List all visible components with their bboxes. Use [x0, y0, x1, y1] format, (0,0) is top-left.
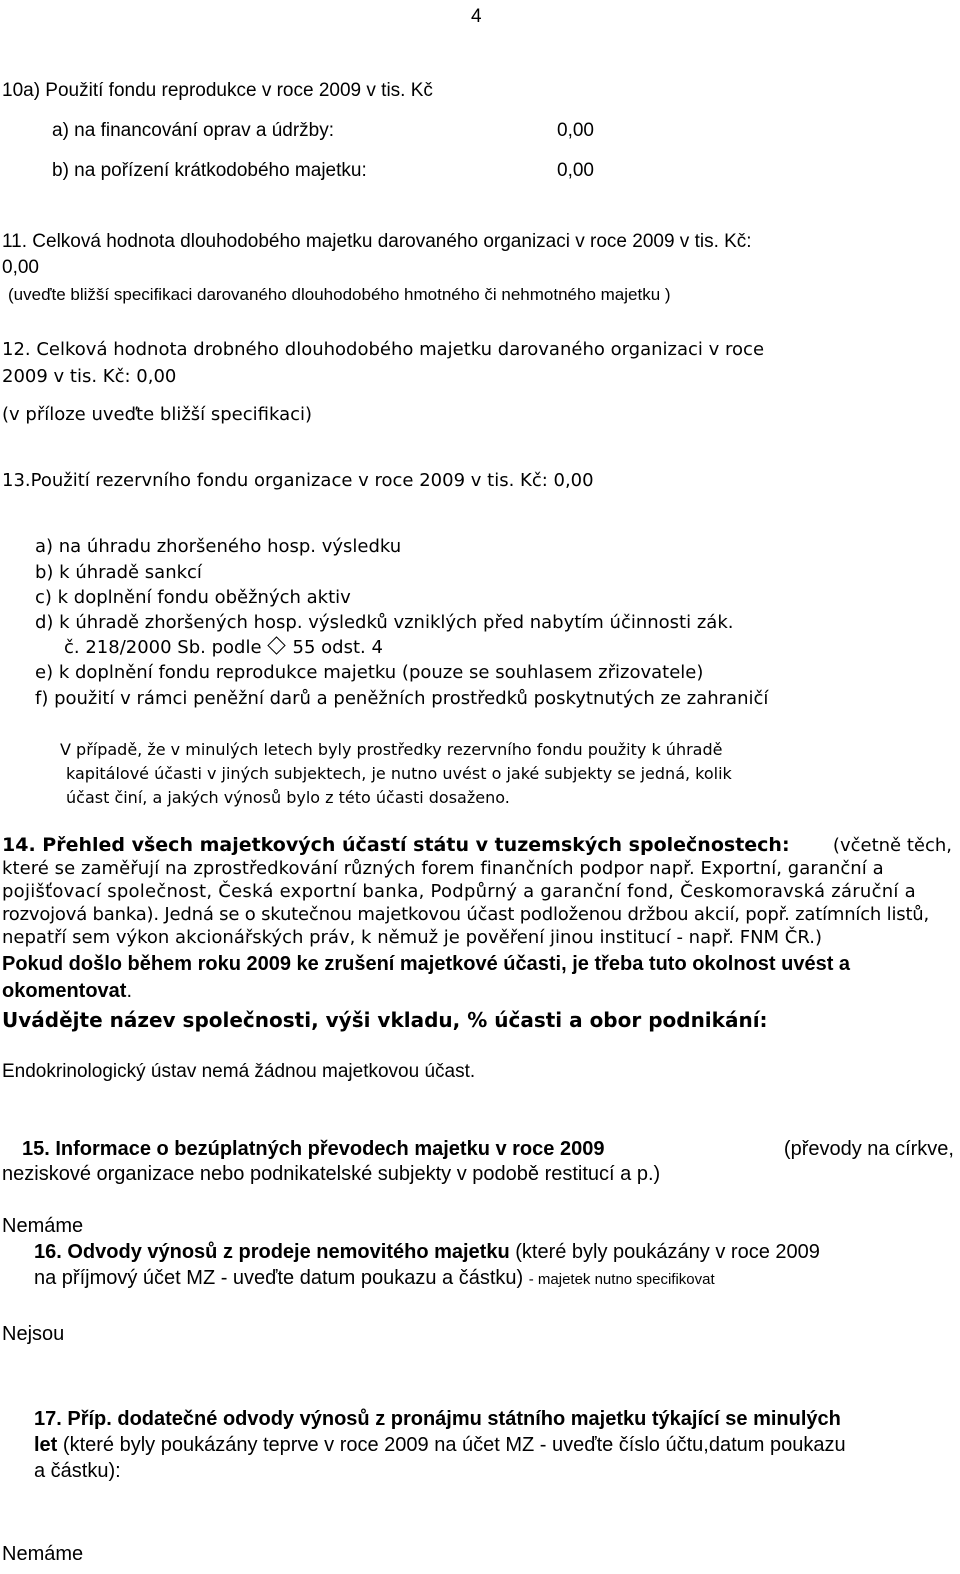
- section-13-item-e: e) k doplnění fondu reprodukce majetku (pouze se souhlasem zřizovatele): [35, 662, 704, 683]
- section-11-heading: 11. Celková hodnota dlouhodobého majetku darovaného organizaci v roce 2009 v tis. Kč:: [2, 231, 752, 252]
- section-13-item-d-line2: [64, 637, 383, 658]
- section-16-line2-small: - majetek nutno specifikovat: [528, 1271, 715, 1288]
- section-17-line3: a částku):: [34, 1460, 121, 1482]
- section-17-heading-line2: let: [34, 1434, 58, 1456]
- section-15-heading: 15. Informace o bezúplatných převodech majetku v roce 2009: [22, 1138, 605, 1160]
- section-14-warning-line1: Pokud došlo během roku 2009 ke zrušení majetkové účasti, je třeba tuto okolnost uvést a: [2, 953, 851, 975]
- section-14-warning-line2: [2, 980, 132, 1003]
- section-13-note-line2: kapitálové účasti v jiných subjektech, je nutno uvést o jaké subjekty se jedná, kolik: [66, 764, 732, 783]
- section-13-item-c: c) k doplnění fondu oběžných aktiv: [35, 587, 351, 608]
- section-13-item-d-line1: d) k úhradě zhoršených hosp. výsledků vzniklých před nabytím účinnosti zák.: [35, 612, 734, 633]
- section-15-line1: [22, 1138, 954, 1161]
- section-13-item-f: f) použití v rámci peněžní darů a peněžních prostředků poskytnutých ze zahraničí: [35, 688, 769, 709]
- section-14-line1: [2, 834, 952, 857]
- section-13-item-d-paragraph: 55 odst. 4: [292, 637, 383, 658]
- section-17-line2-rest: (které byly poukázány teprve v roce 2009 na účet MZ - uveďte číslo účtu,datum poukazu: [62, 1434, 846, 1456]
- section-14-warning-word: okomentovat: [2, 980, 127, 1002]
- section-13-item-b: b) k úhradě sankcí: [35, 562, 202, 583]
- section-14-warning-period: .: [126, 980, 133, 1002]
- section-10a-item-b-value: 0,00: [557, 160, 594, 181]
- section-14-line3: pojišťovací společnost, Česká exportní banka, Podpůrný a garanční fond, Českomoravská záruční a: [2, 881, 916, 902]
- section-15-answer: Nemáme: [2, 1215, 84, 1237]
- section-14-heading: 14. Přehled všech majetkových účastí státu v tuzemských společnostech:: [2, 834, 790, 856]
- section-13-note-line3: účast činí, a jakých výnosů bylo z této účasti dosaženo.: [66, 788, 510, 807]
- section-12-heading-line1: 12. Celková hodnota drobného dlouhodobého majetku darovaného organizaci v roce: [2, 339, 765, 360]
- section-14-line5: nepatří sem výkon akcionářských práv, k němuž je pověření jinou institucí - např. FNM ČR.): [2, 927, 822, 948]
- section-16-line1-rest: (které byly poukázány v roce 2009: [515, 1241, 820, 1263]
- section-16-line2-text: na příjmový účet MZ - uveďte datum poukazu a částku): [34, 1267, 524, 1289]
- section-16-line1: [34, 1241, 820, 1264]
- section-10a-item-a-label: a) na financování oprav a údržby:: [52, 120, 335, 141]
- section-14-line4: rozvojová banka). Jedná se o skutečnou majetkovou účast podloženou držbou akcií, popř. zatímních listů,: [2, 904, 930, 925]
- section-11-note: (uveďte bližší specifikaci darovaného dlouhodobého hmotného či nehmotného majetku ): [8, 285, 671, 304]
- section-11-value: 0,00: [2, 257, 39, 278]
- section-14-instruction: Uvádějte název společnosti, výši vkladu, % účasti a obor podnikání:: [2, 1008, 768, 1032]
- section-12-heading-line2: 2009 v tis. Kč: 0,00: [2, 366, 177, 387]
- section-14-line2: které se zaměřují na zprostředkování různých forem finančních podpor např. Exportní, garanční a: [2, 858, 884, 879]
- section-10a-item-a-value: 0,00: [557, 120, 594, 141]
- section-17-line2: [34, 1434, 846, 1457]
- section-15-line1-rest: (převody na církve,: [783, 1138, 954, 1160]
- section-16-heading: 16. Odvody výnosů z prodeje nemovitého majetku: [34, 1241, 510, 1263]
- section-13-heading: 13.Použití rezervního fondu organizace v roce 2009 v tis. Kč: 0,00: [2, 470, 594, 491]
- section-15-line2: neziskové organizace nebo podnikatelské subjekty v podobě restitucí a p.): [2, 1163, 661, 1185]
- section-13-note-line1: V případě, že v minulých letech byly prostředky rezervního fondu použity k úhradě: [60, 740, 723, 759]
- section-12-note: (v příloze uveďte bližší specifikaci): [2, 404, 313, 425]
- section-16-line2: [34, 1267, 715, 1290]
- section-symbol-icon: [267, 636, 285, 654]
- section-10a-item-b-label: b) na pořízení krátkodobého majetku:: [52, 160, 367, 181]
- section-13-item-a: a) na úhradu zhoršeného hosp. výsledku: [35, 536, 402, 557]
- section-10a-heading: 10a) Použití fondu reprodukce v roce 2009 v tis. Kč: [2, 80, 433, 101]
- section-17-answer: Nemáme: [2, 1543, 84, 1565]
- section-14-block: [2, 834, 952, 949]
- page-number: 4: [471, 6, 482, 27]
- section-13-item-d-law: č. 218/2000 Sb. podle: [64, 637, 262, 658]
- section-17-heading-line1: 17. Příp. dodatečné odvody výnosů z pronájmu státního majetku týkající se minulých: [34, 1408, 841, 1430]
- section-16-answer: Nejsou: [2, 1323, 65, 1345]
- section-14-answer: Endokrinologický ústav nemá žádnou majetkovou účast.: [2, 1061, 476, 1082]
- section-14-line1-rest: (včetně těch,: [832, 835, 952, 856]
